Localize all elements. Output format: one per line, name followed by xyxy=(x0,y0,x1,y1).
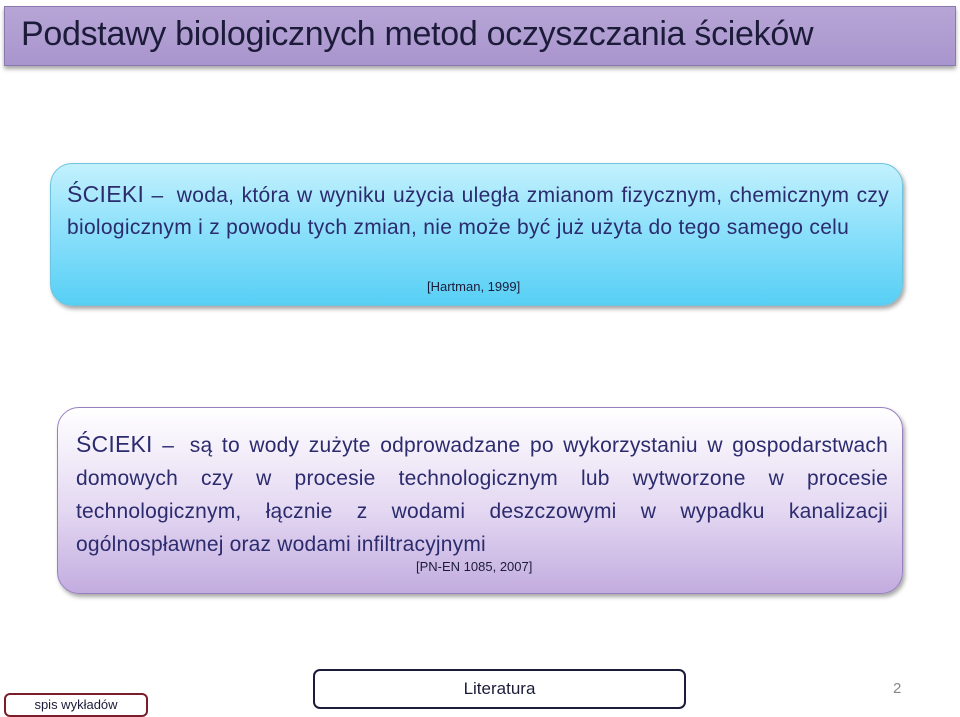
lectures-list-button[interactable]: spis wykładów xyxy=(4,693,148,717)
definition-term: ŚCIEKI xyxy=(67,181,145,207)
page-title: Podstawy biologicznych metod oczyszczania ścieków xyxy=(21,15,814,53)
title-bar xyxy=(4,6,956,66)
citation-pn-en: [PN-EN 1085, 2007] xyxy=(416,559,533,574)
definition-box-hartman xyxy=(50,163,903,306)
citation-hartman: [Hartman, 1999] xyxy=(427,279,521,294)
definition-body: woda, która w wyniku użycia uległa zmianom fizycznym, chemicznym czy biologicznym i z powodu tych zmian, nie może być już użyta do tego samego celu xyxy=(67,184,889,239)
definition-body: są to wody zużyte odprowadzane po wykorzystaniu w gospodarstwach domowych czy w procesie technologicznym lub wytworzone w procesie technologicznym, łącznie z wodami deszczowymi w wypadku kanalizacji ogólnospławnej oraz wodami infiltracyjnymi xyxy=(76,434,889,556)
literature-button[interactable]: Literatura xyxy=(313,669,686,709)
definition-box-pn-en xyxy=(57,407,903,594)
page-number: 2 xyxy=(893,680,902,697)
definition-dash: – xyxy=(162,434,175,457)
definition-dash: – xyxy=(151,184,164,207)
definition-text-hartman xyxy=(67,178,889,244)
definition-text-pn-en xyxy=(76,428,888,561)
definition-term: ŚCIEKI xyxy=(76,431,153,457)
